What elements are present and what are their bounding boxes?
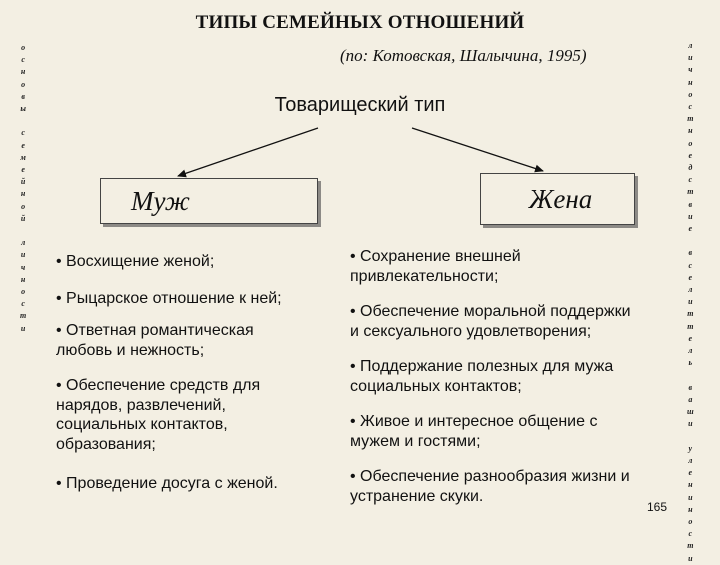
vertical-letter: т <box>687 321 694 331</box>
arrow-to-husband <box>178 128 318 176</box>
husband-box <box>100 178 318 224</box>
vertical-letter: с <box>688 175 693 185</box>
vertical-letter: о <box>688 138 693 148</box>
vertical-letter: и <box>20 250 26 260</box>
vertical-letter: н <box>20 67 26 77</box>
vertical-letter: й <box>20 177 26 187</box>
vertical-letter: н <box>688 504 693 514</box>
vertical-letter: н <box>20 189 26 199</box>
vertical-letter: о <box>688 516 693 526</box>
relationship-type-label: Товарищеский тип <box>274 94 446 116</box>
vertical-letter: ы <box>20 104 26 114</box>
vertical-letter: е <box>21 165 25 175</box>
vertical-letter: в <box>21 91 25 101</box>
vertical-letter: и <box>688 492 693 502</box>
husband-item: • Обеспечение средств для нарядов, развлечений, социальных контактов, образования; <box>56 376 260 454</box>
vertical-letter: й <box>20 213 26 223</box>
vertical-letter: с <box>688 529 693 539</box>
husband-item: • Восхищение женой; <box>56 252 214 272</box>
vertical-letter: л <box>21 238 26 248</box>
source-citation: (по: Котовская, Шалычина, 1995) <box>340 46 587 65</box>
vertical-letter: и <box>688 53 693 63</box>
page-title: ТИПЫ СЕМЕЙНЫХ ОТНОШЕНИЙ <box>195 12 525 33</box>
vertical-letter: л <box>688 455 693 465</box>
vertical-letter: е <box>688 468 693 478</box>
vertical-letter: ш <box>687 407 694 417</box>
vertical-letter: а <box>688 394 693 404</box>
vertical-letter: л <box>688 346 693 356</box>
wife-label: Жена <box>528 183 593 214</box>
husband-item: • Рыцарское отношение к ней; <box>56 289 282 309</box>
wife-item: • Обеспечение разнообразия жизни и устранение скуки. <box>350 467 630 506</box>
vertical-letter: с <box>21 299 25 309</box>
vertical-letter: е <box>688 224 693 234</box>
vertical-letter: л <box>688 41 693 50</box>
vertical-letter: и <box>688 419 693 429</box>
vertical-letter: с <box>21 55 25 65</box>
wife-item: • Поддержание полезных для мужа социальных контактов; <box>350 357 613 396</box>
wife-box <box>480 173 635 225</box>
vertical-letter: в <box>688 382 693 392</box>
vertical-letter: ь <box>688 358 693 368</box>
vertical-letter: л <box>688 285 693 295</box>
vertical-letter: т <box>687 114 694 124</box>
vertical-letter: и <box>20 323 26 333</box>
vertical-letter: т <box>20 311 27 321</box>
vertical-letter: ч <box>688 65 693 75</box>
vertical-letter: н <box>20 274 26 284</box>
arrow-to-wife <box>412 128 543 171</box>
wife-item: • Обеспечение моральной поддержки и сексуального удовлетворения; <box>350 302 631 341</box>
vertical-letter: т <box>687 309 694 319</box>
vertical-letter: н <box>688 480 693 490</box>
husband-item: • Ответная романтическая любовь и нежность; <box>56 321 254 360</box>
vertical-letter: е <box>688 272 693 282</box>
husband-item: • Проведение досуга с женой. <box>56 474 278 494</box>
husband-label: Муж <box>131 185 190 216</box>
vertical-letter: о <box>21 43 26 52</box>
vertical-letter: е <box>688 150 693 160</box>
wife-item: • Живое и интересное общение с мужем и гостями; <box>350 412 597 451</box>
vertical-letter: е <box>21 140 25 150</box>
wife-item: • Сохранение внешней привлекательности; <box>350 247 521 286</box>
vertical-letter: в <box>688 199 693 209</box>
vertical-letter: е <box>688 333 693 343</box>
vertical-letter: м <box>20 152 26 162</box>
vertical-letter: и <box>688 211 693 221</box>
vertical-letter: о <box>21 79 26 89</box>
vertical-letter: у <box>688 443 693 453</box>
vertical-letter: н <box>688 77 693 87</box>
vertical-letter: ч <box>21 262 26 272</box>
vertical-letter: о <box>21 287 26 297</box>
vertical-letter: н <box>688 126 693 136</box>
page-number: 165 <box>647 500 668 514</box>
vertical-letter: с <box>21 128 25 138</box>
vertical-letter: д <box>688 163 693 173</box>
vertical-letter: о <box>21 201 26 211</box>
vertical-letter: т <box>687 187 694 197</box>
vertical-letter: и <box>688 553 693 563</box>
vertical-letter: в <box>688 248 693 258</box>
vertical-letter: с <box>688 260 693 270</box>
vertical-letter: о <box>688 89 693 99</box>
vertical-letter: и <box>688 297 693 307</box>
vertical-letter: с <box>688 102 693 112</box>
vertical-letter: т <box>687 541 694 551</box>
